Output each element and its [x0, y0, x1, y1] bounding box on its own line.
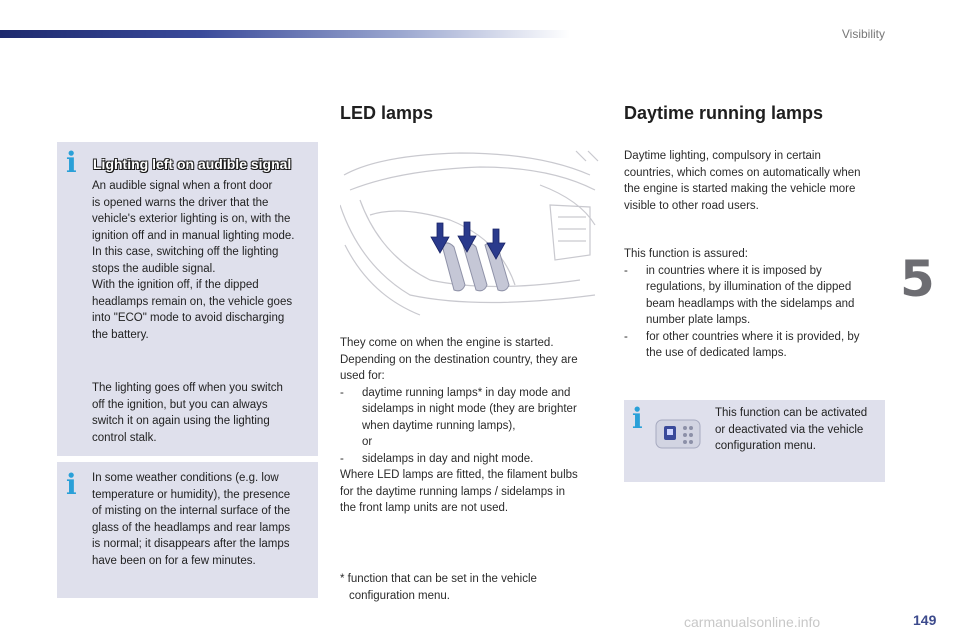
led-footnote: * function that can be set in the vehicle configuration menu.	[340, 573, 537, 602]
drl-heading: Daytime running lamps	[624, 103, 824, 123]
panel-title: Lighting left on audible signal	[93, 156, 292, 172]
page-number: 149	[913, 612, 937, 628]
info-icon: i	[66, 468, 77, 501]
panel-text-configuration: This function can be activated or deactivated via the vehicle configuration menu.	[715, 407, 868, 452]
drl-assured: This function is assured: - in countries where it is imposed by regulations, by illumination of the dipped beam headlamps with the sidelamps and number plate lamps. - for other countries where it is provided, by the use of dedicated lamps.	[624, 248, 860, 359]
panel-text-misting: In some weather conditions (e.g. low temperature or humidity), the presence of misting on the internal surface of the glass of the headlamps and rear lamps is normal; it disappears after the lamps have been on for a few minutes.	[92, 472, 291, 567]
headlamp-illustration	[340, 145, 602, 325]
info-icon: i	[632, 402, 643, 435]
led-body-text: They come on when the engine is started. Depending on the destination country, they are used for: - daytime running lamps* in day mode and sidelamps in night mode (they are brighter when daytime running lamps), or - sidelamps in day and night mode. Where LED lamps are fitted, the filament bulbs for the daytime running lamps / sidelamps in the front lamp units are not used.	[340, 337, 578, 514]
configuration-menu-icon	[655, 416, 701, 452]
panel-text-audible: An audible signal when a front door is opened warns the driver that the vehicle's exterior lighting is on, with the ignition off and in manual lighting mode. In this case, switching off the lighting stops the audible signal. With the ignition off, if the dipped headlamps remain on, the vehicle goes into "ECO" mode to avoid discharging the battery.	[92, 180, 295, 341]
header-bar	[0, 30, 570, 38]
chapter-number: 5	[900, 250, 935, 308]
info-icon: i	[66, 146, 77, 179]
drl-intro: Daytime lighting, compulsory in certain countries, which comes on automatically when the engine is started making the vehicle more visible to other road users.	[624, 150, 861, 212]
section-title: Visibility	[841, 27, 885, 41]
watermark: carmanualsonline.info	[684, 614, 821, 630]
led-lamps-heading: LED lamps	[340, 103, 434, 123]
panel-text-lighting-off: The lighting goes off when you switch off the ignition, but you can always switch it on again using the lighting control stalk.	[92, 382, 283, 444]
